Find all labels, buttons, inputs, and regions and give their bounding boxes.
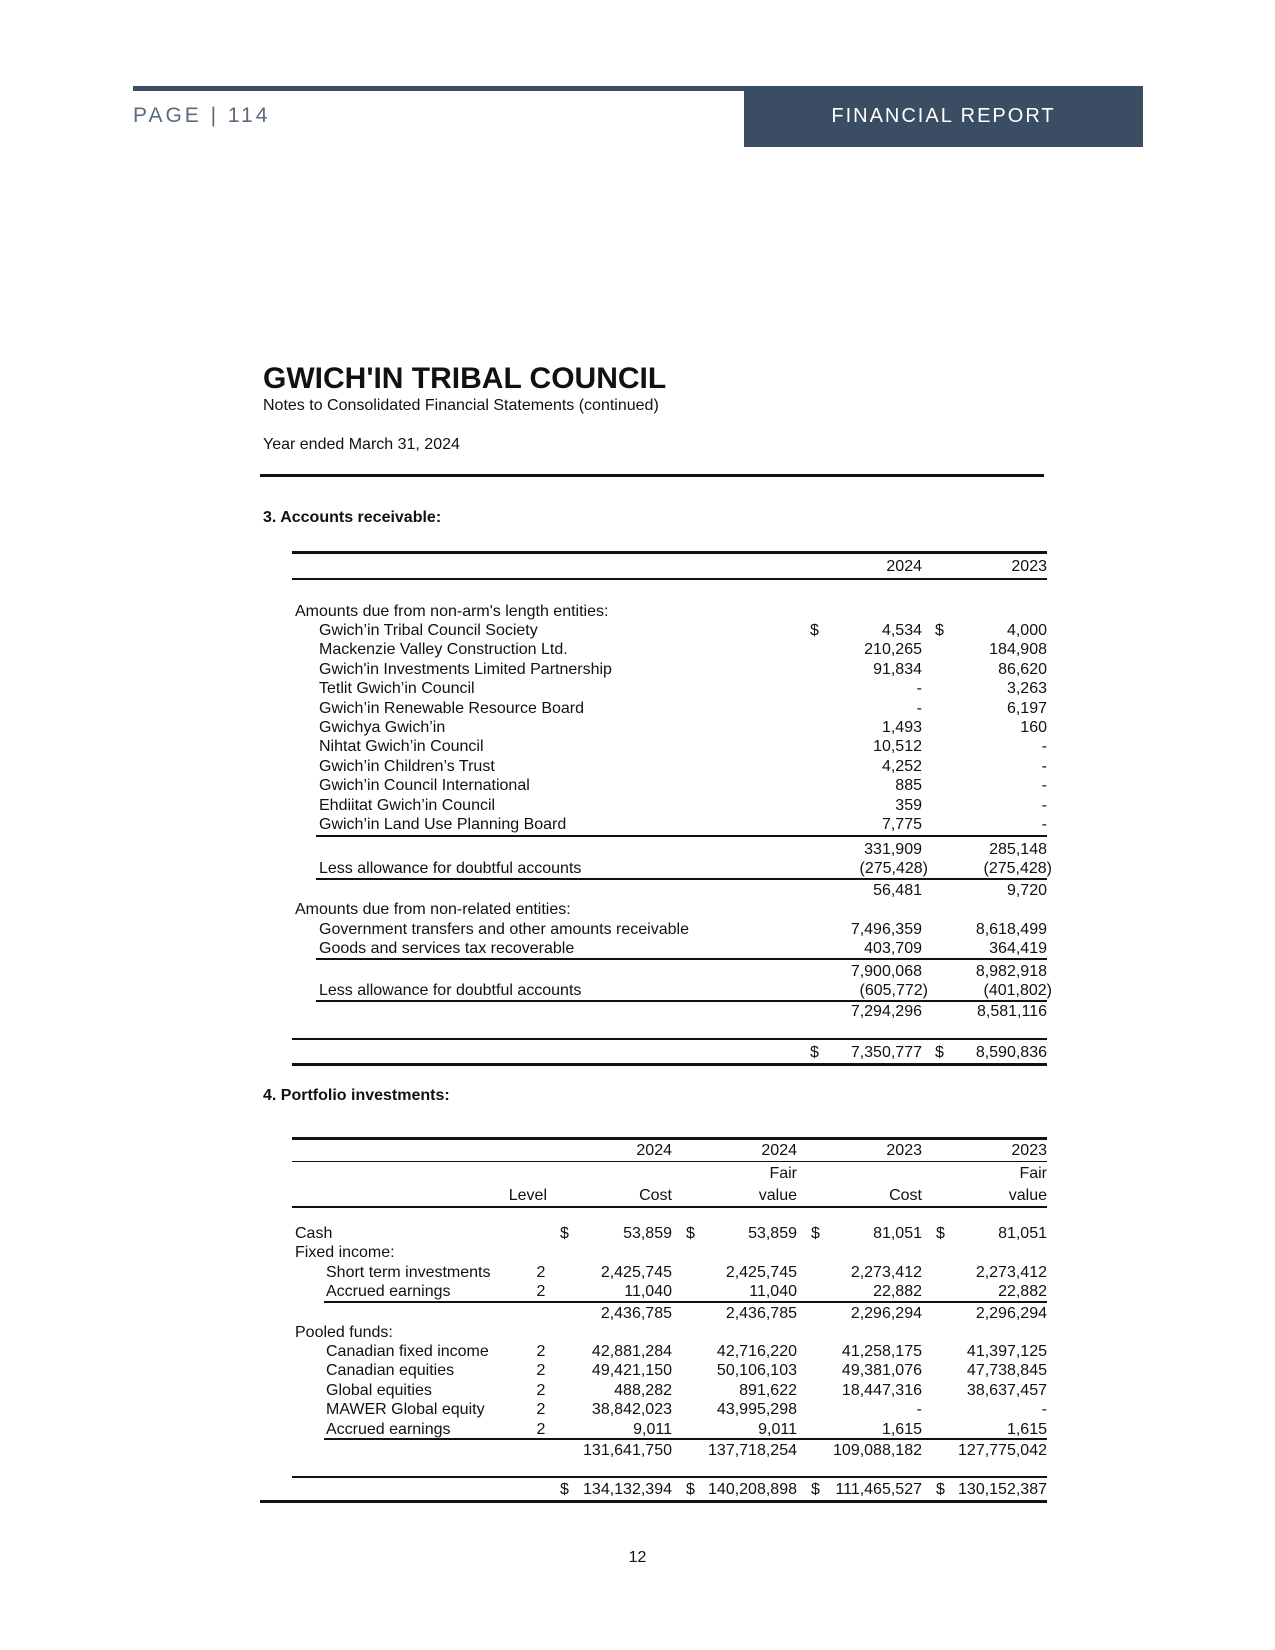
pi-header-value-2: value [1008,1187,1047,1204]
ar-nal-subtotal-2024: 331,909 [864,841,922,858]
ar-nal-row-label: Gwich’in Tribal Council Society [319,622,538,639]
ar-nal-row-2024: 1,493 [881,719,922,736]
pi-fixed-row-value: 22,882 [873,1283,922,1301]
pi-total-dollar: $ [811,1481,820,1498]
ar-top-rule [292,551,1047,554]
ar-header-rule [292,578,1047,580]
pi-pooled-row-value: 47,738,845 [966,1362,1047,1380]
pi-fixed-subtotal: 2,296,294 [850,1305,922,1322]
pi-pooled-row-value: 38,842,023 [591,1401,672,1419]
ar-nal-row-2023: 184,908 [989,641,1047,659]
ar-nal-row-label: Gwich'in Investments Limited Partnership [319,660,612,678]
section-accounts-receivable-title: 3. Accounts receivable: [263,509,442,526]
pi-pooled-row-level: 2 [536,1401,546,1419]
pi-pooled-heading: Pooled funds: [295,1324,393,1341]
pi-header-cost-2: Cost [889,1187,922,1204]
pi-pooled-row-value: 41,397,125 [966,1343,1047,1360]
pi-fixed-subtotal-rule [324,1301,1047,1303]
pi-pooled-row-level: 2 [536,1420,546,1438]
pi-fixed-row-value: 11,040 [749,1283,797,1301]
pi-pooled-row-value: 42,881,284 [591,1343,672,1360]
ar-nal-row-label: Gwich’in Land Use Planning Board [319,816,567,833]
organization-name: GWICH'IN TRIBAL COUNCIL [263,362,667,395]
pi-header-cost-1: Cost [639,1187,672,1204]
ar-nr-row-2024: 7,496,359 [850,921,922,938]
ar-nal-row-label: Gwich’in Renewable Resource Board [319,699,585,717]
pi-pooled-row-value: 9,011 [633,1420,672,1438]
pi-pooled-row-value: 18,447,316 [841,1381,922,1399]
pi-cash-dollar: $ [936,1225,945,1242]
pi-fixed-subtotal: 2,436,785 [725,1305,797,1322]
report-title: FINANCIAL REPORT [831,105,1056,127]
ar-col-2024: 2024 [886,558,922,575]
ar-nal-row-2024: 210,265 [864,641,922,659]
pi-header-2024-cost: 2024 [636,1142,672,1159]
ar-nal-row-2023: 3,263 [1006,680,1047,698]
ar-nal-row-2024: 91,834 [873,660,922,678]
ar-nr-subtotal-rule [316,958,1047,960]
ar-nal-row-label: Gwich’in Children’s Trust [319,757,495,775]
pi-header-2024-fair: 2024 [761,1142,797,1159]
ar-nal-row-label: Tetlit Gwich’in Council [319,680,475,698]
pi-pooled-subtotal: 109,088,182 [833,1442,922,1459]
pi-fixed-row-value: 2,273,412 [850,1264,922,1281]
ar-total-double-rule [292,1063,1047,1066]
pi-total-value: 130,152,387 [958,1481,1047,1498]
pi-fixed-row-level: 2 [536,1283,546,1301]
pi-pooled-row-value: 41,258,175 [841,1343,922,1360]
pi-total-dollar: $ [686,1481,695,1498]
pi-total-value: 140,208,898 [708,1481,797,1498]
pi-pooled-row-value: 1,615 [1006,1420,1047,1438]
ar-nal-row-2023: - [1041,816,1047,833]
ar-nal-subtotal-2023: 285,148 [989,841,1047,858]
pi-pooled-row-value: - [1041,1401,1047,1419]
pi-pooled-row-value: 9,011 [758,1420,797,1438]
pi-cash-value: 81,051 [873,1225,922,1242]
ar-nal-net-rule [316,878,1047,880]
pi-pooled-subtotal-rule [324,1438,1047,1440]
pi-cash-dollar: $ [560,1225,569,1242]
ar-nal-row-2024: - [916,680,922,698]
pi-fixed-row-value: 22,882 [998,1283,1047,1301]
ar-nr-row-2024: 403,709 [864,940,922,958]
ar-nal-subtotal-rule [316,835,1047,837]
ar-dollar-2023: $ [935,622,944,639]
pi-fixed-row-label: Accrued earnings [326,1283,451,1301]
pi-pooled-subtotal: 131,641,750 [583,1442,672,1459]
pi-fixed-subtotal: 2,296,294 [975,1305,1047,1322]
pi-pooled-row-value: 50,106,103 [716,1362,797,1380]
ar-nr-row-label: Government transfers and other amounts receivable [319,921,689,938]
ar-nal-row-label: Ehdiitat Gwich’in Council [319,796,496,814]
ar-total-dollar-2024: $ [810,1044,819,1061]
pi-pooled-row-label: Accrued earnings [326,1420,451,1438]
pi-year-rule [292,1161,1047,1162]
ar-nal-allowance-2024: (275,428) [859,860,928,877]
ar-nr-row-2023: 8,618,499 [975,921,1047,938]
pi-cash-label: Cash [295,1225,333,1242]
pi-fixed-subtotal: 2,436,785 [600,1305,672,1322]
ar-total-top-rule [292,1038,1047,1040]
pi-cash-value: 81,051 [998,1225,1047,1242]
pi-cash-dollar: $ [686,1225,695,1242]
ar-nal-net-2024: 56,481 [873,882,922,899]
fiscal-year: Year ended March 31, 2024 [263,436,460,453]
pi-header-fair-1: Fair [769,1165,797,1182]
ar-nr-allowance-2024: (605,772) [859,982,928,999]
ar-nal-row-2023: - [1041,796,1047,814]
pi-top-rule [292,1137,1047,1140]
pi-cash-value: 53,859 [748,1225,797,1242]
pi-total-top-rule [292,1476,1047,1478]
ar-nal-row-2024: 7,775 [881,816,922,833]
pi-header-value-1: value [758,1187,797,1204]
pi-header-level: Level [508,1187,547,1204]
pi-pooled-row-value: 38,637,457 [966,1381,1047,1399]
ar-nal-row-2024: - [916,699,922,717]
pi-header-2023-cost: 2023 [886,1142,922,1159]
page-number: 12 [628,1549,647,1566]
ar-nal-row-2024: 4,534 [881,622,922,639]
pi-fixed-row-value: 2,273,412 [975,1264,1047,1281]
ar-nal-row-2023: 160 [1020,719,1047,736]
pi-pooled-row-value: 488,282 [614,1381,672,1399]
pi-fixed-row-value: 11,040 [624,1283,672,1301]
ar-nal-row-2024: 4,252 [881,757,922,775]
ar-nr-row-label: Goods and services tax recoverable [319,940,575,958]
ar-total-2023: 8,590,836 [975,1044,1047,1061]
pi-total-value: 134,132,394 [583,1481,672,1498]
pi-pooled-row-value: 49,381,076 [841,1362,922,1380]
ar-nal-row-2023: 86,620 [998,660,1047,678]
pi-fixed-heading: Fixed income: [295,1244,395,1261]
pi-total-dollar: $ [936,1481,945,1498]
ar-nr-subtotal-2023: 8,982,918 [975,963,1047,980]
ar-dollar-2024: $ [810,622,819,639]
ar-nal-row-label: Gwichya Gwich’in [319,719,446,736]
ar-nal-row-2023: - [1041,777,1047,795]
pi-pooled-row-level: 2 [536,1381,546,1399]
pi-fixed-row-value: 2,425,745 [725,1264,797,1281]
ar-nal-row-label: Nihtat Gwich’in Council [319,738,484,756]
pi-pooled-row-label: MAWER Global equity [326,1401,485,1419]
ar-nal-row-2023: - [1041,757,1047,775]
pi-total-double-rule [260,1500,1047,1503]
pi-fixed-row-label: Short term investments [326,1264,491,1281]
ar-nr-net-2023: 8,581,116 [977,1003,1047,1020]
title-rule [260,474,1044,477]
pi-pooled-row-value: - [916,1401,922,1419]
pi-pooled-row-label: Global equities [326,1381,432,1399]
ar-total-2024: 7,350,777 [850,1044,922,1061]
ar-nal-row-label: Mackenzie Valley Construction Ltd. [319,641,568,659]
ar-nal-row-label: Gwich’in Council International [319,777,530,795]
pi-pooled-row-level: 2 [536,1362,546,1380]
ar-nal-row-2023: - [1041,738,1047,756]
pi-pooled-row-value: 42,716,220 [716,1343,797,1360]
pi-pooled-row-label: Canadian equities [326,1362,455,1380]
pi-pooled-row-value: 49,421,150 [591,1362,672,1380]
pi-total-value: 111,465,527 [835,1481,922,1498]
ar-nr-allowance-2023: (401,802) [983,982,1052,999]
pi-cash-value: 53,859 [623,1225,672,1242]
section-portfolio-investments-title: 4. Portfolio investments: [263,1087,450,1104]
ar-nal-row-2024: 885 [895,777,922,795]
pi-fixed-row-level: 2 [536,1264,546,1281]
ar-col-2023: 2023 [1011,558,1047,575]
pi-cash-dollar: $ [811,1225,820,1242]
ar-nr-row-2023: 364,419 [989,940,1047,958]
ar-nr-net-2024: 7,294,296 [850,1003,922,1020]
ar-nal-allowance-2023: (275,428) [983,860,1052,877]
ar-nal-row-2023: 4,000 [1006,622,1047,639]
ar-nal-allowance-label: Less allowance for doubtful accounts [319,860,582,877]
pi-total-dollar: $ [560,1481,569,1498]
document-subtitle: Notes to Consolidated Financial Statements (continued) [263,397,659,414]
ar-nr-subtotal-2024: 7,900,068 [850,963,922,980]
pi-pooled-subtotal: 137,718,254 [708,1442,797,1459]
pi-header-fair-2: Fair [1019,1165,1047,1182]
ar-nal-row-2023: 6,197 [1006,699,1047,717]
ar-nal-row-2024: 10,512 [873,738,922,756]
pi-pooled-row-value: 1,615 [881,1420,922,1438]
ar-nal-net-2023: 9,720 [1006,882,1047,899]
pi-pooled-row-value: 891,622 [739,1381,797,1399]
ar-nal-heading: Amounts due from non-arm's length entities: [295,603,609,620]
pi-pooled-row-label: Canadian fixed income [326,1343,489,1360]
ar-nr-allowance-label: Less allowance for doubtful accounts [319,982,582,999]
ar-total-dollar-2023: $ [935,1044,944,1061]
pi-fixed-row-value: 2,425,745 [600,1264,672,1281]
page-label: PAGE | 114 [133,104,271,127]
pi-header-2023-fair: 2023 [1011,1142,1047,1159]
report-title-box [744,86,1143,147]
pi-pooled-row-value: 43,995,298 [716,1401,797,1419]
ar-nr-heading: Amounts due from non-related entities: [295,901,571,918]
pi-header-rule [292,1206,1047,1208]
pi-pooled-subtotal: 127,775,042 [958,1442,1047,1459]
ar-nal-row-2024: 359 [895,796,922,814]
pi-pooled-row-level: 2 [536,1343,546,1360]
